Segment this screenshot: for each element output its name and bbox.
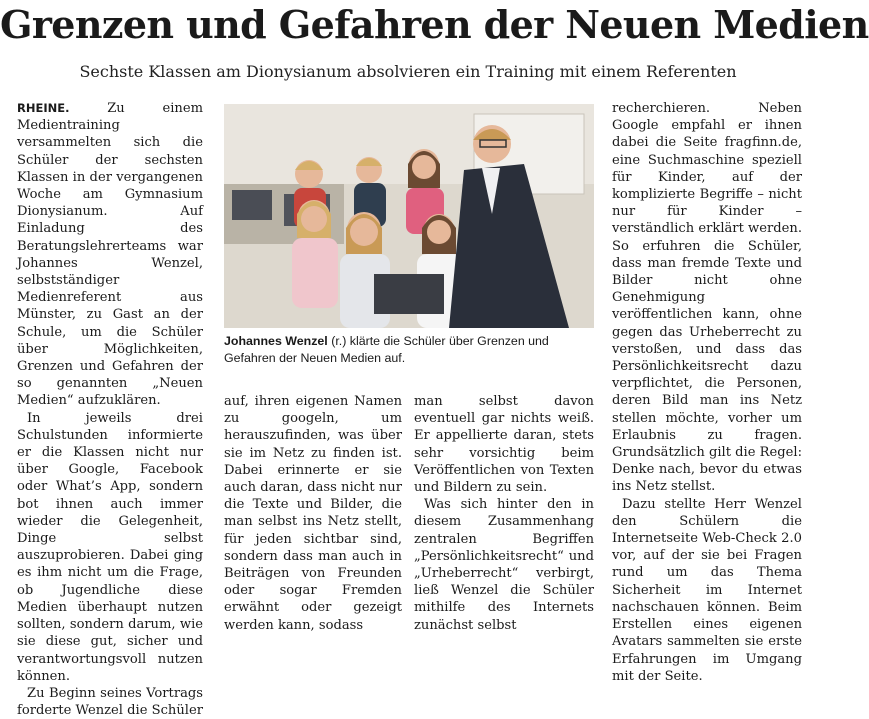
article-paragraph-1 (17, 100, 203, 410)
article-paragraph-3-middle: auf, ihren eigenen Namen zu googeln, um herauszufinden, was über sie im Netz zu finden ist. Dabei erinnerte er sie auch daran, dass nicht nur die Texte und Bilder, die man selbst ins Netz stellt, für jeden sichtbar sind, sondern dass man auch in Beiträgen von Freunden oder sogar Fremden erwähnt oder gezeigt werden kann, sodass (224, 394, 402, 633)
article-paragraph-3-end: man selbst davon eventuell gar nichts weiß. Er appellierte daran, stets sehr vorsichtig beim Veröffentlichen von Texten und Bildern zu sein. (414, 394, 594, 496)
article-column-2 (224, 393, 402, 633)
article-column-4 (612, 100, 802, 684)
article-column-3 (414, 393, 594, 633)
article-paragraph-3-start: Zu Beginn seines Vortrags forderte Wenzel die Schüler (17, 685, 203, 719)
subheadline: Sechste Klassen am Dionysianum absolvieren ein Training mit einem Referenten (79, 62, 737, 81)
article-paragraph-4-start: Was sich hinter den in diesem Zusammenhang zentralen Begriffen „Persönlichkeitsrecht“ und „Urheberrecht“ verbirgt, ließ Wenzel die Schüler mithilfe des Internets zunächst selbst (414, 497, 594, 633)
caption-name: Johannes Wenzel (224, 334, 328, 348)
classroom-photo (224, 104, 594, 328)
headline: Grenzen und Gefahren der Neuen Medien (0, 2, 869, 47)
article-paragraph-5: Dazu stellte Herr Wenzel den Schülern die Internetseite Web-Check 2.0 vor, auf der sie bei Fragen rund um das Thema Sicherheit im Internet nachschauen können. Beim Erstellen eines eigenen Avatars sammelten sie erste Erfahrungen im Umgang mit der Seite. (612, 496, 802, 684)
dateline: RHEINE. (17, 101, 70, 115)
article-photo (224, 104, 594, 328)
caption-text: (r.) klärte die Schüler über Grenzen und Gefahren der Neuen Medien auf. (224, 334, 549, 365)
article-paragraph-2: In jeweils drei Schulstunden informierte er die Klassen nicht nur über Google, Facebook oder What’s App, sondern bot ihnen auch immer wieder die Gelegenheit, Dinge selbst auszuprobieren. Dabei ging es ihm nicht um die Frage, ob Jugendliche diese Medien überhaupt nutzen sollten, sondern darum, wie sie diese gut, sicher und verantwortungsvoll nutzen können. (17, 410, 203, 684)
photo-caption (224, 333, 594, 367)
article-paragraph-4-end: recherchieren. Neben Google empfahl er ihnen dabei die Seite fragfinn.de, eine Suchmaschine speziell für Kinder, auf der komplizierte Begriffe – nicht nur für Kinder – verständlich erklärt werden. So erfuhren die Schüler, dass man fremde Texte und Bilder nicht ohne Genehmigung veröffentlichen kann, ohne gegen das Urheberrecht zu verstoßen, und dass das Persönlichkeitsrecht dazu verpflichtet, die Personen, deren Bild man ins Netz stellen möchte, vorher um Erlaubnis zu fragen. Grundsätzlich gilt die Regel: Denke nach, bevor du etwas ins Netz stellst. (612, 101, 802, 495)
article-column-1 (17, 100, 203, 719)
paragraph-1-text: Zu einem Medientraining versammelten sich die Schüler der sechsten Klassen in der vergangenen Woche am Gymnasium Dionysianum. Auf Einladung des Beratungslehrerteams war Johannes Wenzel, selbstständiger Medienreferent aus Münster, zu Gast an der Schule, um die Schüler über Möglichkeiten, Grenzen und Gefahren der so genannten „Neuen Medien“ aufzuklären. (17, 101, 203, 409)
